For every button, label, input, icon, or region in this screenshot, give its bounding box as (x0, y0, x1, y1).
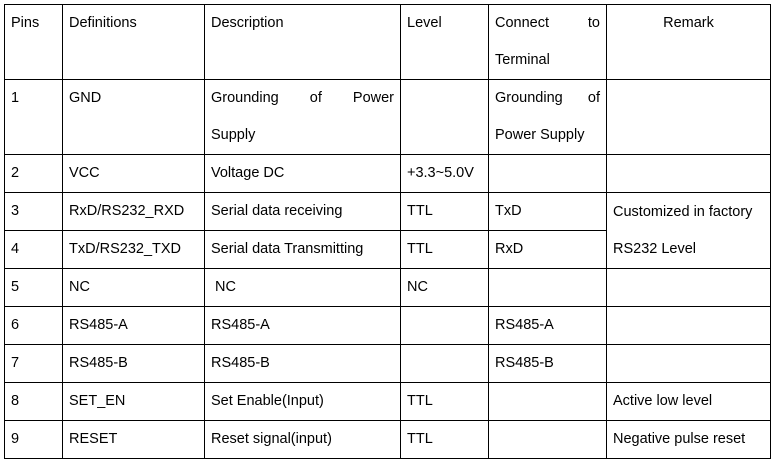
connect-cell: Grounding of Power Supply (489, 80, 607, 155)
table-row (5, 80, 771, 155)
remark-cell (607, 269, 771, 307)
remark-cell-merged: Customized in factory RS232 Level (607, 193, 771, 269)
definition-cell: VCC (63, 155, 205, 193)
connect-cell: RxD (489, 231, 607, 269)
level-cell: TTL (401, 231, 489, 269)
level-cell: TTL (401, 383, 489, 421)
definition-cell: TxD/RS232_TXD (63, 231, 205, 269)
remark-cell: Negative pulse reset (607, 421, 771, 459)
description-cell: Serial data Transmitting (205, 231, 401, 269)
level-cell (401, 307, 489, 345)
header-row (5, 5, 771, 80)
table-row (5, 421, 771, 459)
definition-cell: RS485-A (63, 307, 205, 345)
connect-cell: RS485-B (489, 345, 607, 383)
header-definitions: Definitions (63, 5, 205, 80)
description-cell: Serial data receiving (205, 193, 401, 231)
pin-cell: 5 (5, 269, 63, 307)
pin-cell: 6 (5, 307, 63, 345)
description-cell: Reset signal(input) (205, 421, 401, 459)
description-cell: Voltage DC (205, 155, 401, 193)
description-cell: RS485-A (205, 307, 401, 345)
table-row (5, 193, 771, 231)
table-row (5, 307, 771, 345)
header-description: Description (205, 5, 401, 80)
definition-cell: RS485-B (63, 345, 205, 383)
level-cell: +3.3~5.0V (401, 155, 489, 193)
level-cell (401, 345, 489, 383)
remark-cell (607, 155, 771, 193)
pin-cell: 8 (5, 383, 63, 421)
table-row (5, 383, 771, 421)
connect-cell (489, 269, 607, 307)
header-pins: Pins (5, 5, 63, 80)
header-remark: Remark (607, 5, 771, 80)
level-cell (401, 80, 489, 155)
header-connect-to-terminal: Connect to Terminal (489, 5, 607, 80)
description-cell: NC (205, 269, 401, 307)
connect-cell (489, 383, 607, 421)
description-cell: Set Enable(Input) (205, 383, 401, 421)
definition-cell: GND (63, 80, 205, 155)
remark-cell: Active low level (607, 383, 771, 421)
pin-cell: 3 (5, 193, 63, 231)
pin-definition-table (4, 4, 771, 459)
connect-cell: TxD (489, 193, 607, 231)
description-cell: Grounding of Power Supply (205, 80, 401, 155)
remark-cell (607, 307, 771, 345)
level-cell: NC (401, 269, 489, 307)
level-cell: TTL (401, 193, 489, 231)
level-cell: TTL (401, 421, 489, 459)
table-row (5, 155, 771, 193)
definition-cell: RESET (63, 421, 205, 459)
description-cell: RS485-B (205, 345, 401, 383)
definition-cell: SET_EN (63, 383, 205, 421)
definition-cell: NC (63, 269, 205, 307)
header-level: Level (401, 5, 489, 80)
remark-cell (607, 345, 771, 383)
pin-cell: 1 (5, 80, 63, 155)
connect-cell: RS485-A (489, 307, 607, 345)
remark-cell (607, 80, 771, 155)
definition-cell: RxD/RS232_RXD (63, 193, 205, 231)
table-row (5, 269, 771, 307)
table-row (5, 345, 771, 383)
pin-cell: 7 (5, 345, 63, 383)
pin-cell: 2 (5, 155, 63, 193)
pin-cell: 4 (5, 231, 63, 269)
pin-cell: 9 (5, 421, 63, 459)
connect-cell (489, 155, 607, 193)
connect-cell (489, 421, 607, 459)
